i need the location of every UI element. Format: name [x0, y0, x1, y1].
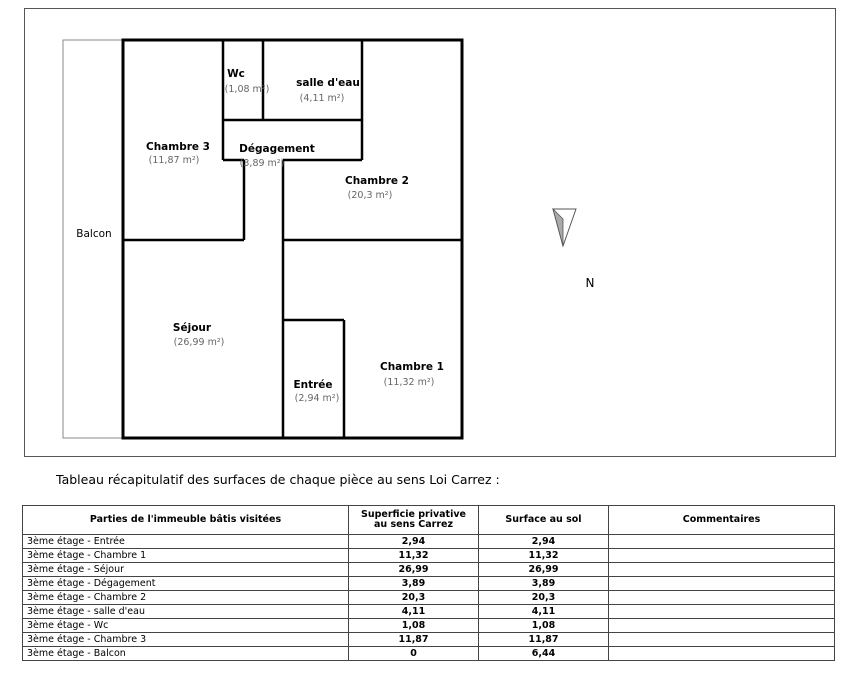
cell-sol: 11,32	[479, 549, 609, 563]
room-area-sejour: (26,99 m²)	[173, 337, 225, 348]
cell-partie: 3ème étage - salle d'eau	[23, 605, 349, 619]
cell-partie: 3ème étage - Balcon	[23, 647, 349, 661]
table-row	[23, 605, 835, 619]
cell-commentaire	[609, 563, 835, 577]
cell-carrez: 20,3	[349, 591, 479, 605]
table-caption: Tableau récapitulatif des surfaces de chaque pièce au sens Loi Carrez :	[56, 472, 500, 487]
table-row	[23, 577, 835, 591]
cell-partie: 3ème étage - Dégagement	[23, 577, 349, 591]
room-name-chambre-1: Chambre 1	[380, 361, 444, 373]
cell-partie: 3ème étage - Chambre 1	[23, 549, 349, 563]
cell-commentaire	[609, 633, 835, 647]
cell-carrez: 26,99	[349, 563, 479, 577]
cell-commentaire	[609, 549, 835, 563]
cell-carrez: 3,89	[349, 577, 479, 591]
table-row	[23, 535, 835, 549]
cell-partie: 3ème étage - Chambre 2	[23, 591, 349, 605]
room-area-chambre-2: (20,3 m²)	[347, 190, 393, 201]
cell-carrez: 11,32	[349, 549, 479, 563]
header-commentaires: Commentaires	[609, 506, 835, 535]
north-arrow-icon	[553, 209, 576, 246]
cell-sol: 20,3	[479, 591, 609, 605]
cell-carrez: 11,87	[349, 633, 479, 647]
cell-sol: 1,08	[479, 619, 609, 633]
table-row	[23, 633, 835, 647]
cell-sol: 11,87	[479, 633, 609, 647]
table-row	[23, 647, 835, 661]
room-name-wc: Wc	[227, 68, 245, 80]
room-name-sejour: Séjour	[172, 322, 212, 334]
header-superficie-carrez: Superficie privative au sens Carrez	[349, 506, 479, 535]
cell-commentaire	[609, 619, 835, 633]
cell-sol: 6,44	[479, 647, 609, 661]
room-name-chambre-2: Chambre 2	[345, 175, 409, 187]
cell-sol: 3,89	[479, 577, 609, 591]
cell-commentaire	[609, 591, 835, 605]
cell-carrez: 4,11	[349, 605, 479, 619]
room-area-chambre-1: (11,32 m²)	[383, 377, 435, 388]
table-row	[23, 591, 835, 605]
north-label: N	[585, 276, 595, 290]
room-area-wc: (1,08 m²)	[224, 84, 270, 95]
table-header-row	[23, 506, 835, 535]
cell-commentaire	[609, 577, 835, 591]
cell-commentaire	[609, 605, 835, 619]
header-surface-sol: Surface au sol	[479, 506, 609, 535]
cell-sol: 26,99	[479, 563, 609, 577]
cell-partie: 3ème étage - Chambre 3	[23, 633, 349, 647]
room-area-entree: (2,94 m²)	[294, 393, 340, 404]
room-name-degagement: Dégagement	[239, 143, 315, 155]
cell-partie: 3ème étage - Wc	[23, 619, 349, 633]
table-row	[23, 549, 835, 563]
cell-sol: 4,11	[479, 605, 609, 619]
room-area-salle-eau: (4,11 m²)	[299, 93, 345, 104]
cell-partie: 3ème étage - Séjour	[23, 563, 349, 577]
room-name-salle-eau: salle d'eau	[296, 77, 360, 89]
room-area-chambre-3: (11,87 m²)	[148, 155, 200, 166]
surface-table	[22, 505, 835, 661]
room-name-balcon: Balcon	[76, 228, 112, 240]
cell-carrez: 0	[349, 647, 479, 661]
room-area-degagement: (3,89 m²)	[239, 158, 285, 169]
cell-commentaire	[609, 647, 835, 661]
room-name-chambre-3: Chambre 3	[146, 141, 210, 153]
header-parties: Parties de l'immeuble bâtis visitées	[23, 506, 349, 535]
table-row	[23, 563, 835, 577]
room-name-entree: Entrée	[293, 379, 333, 391]
cell-sol: 2,94	[479, 535, 609, 549]
cell-commentaire	[609, 535, 835, 549]
cell-carrez: 2,94	[349, 535, 479, 549]
cell-carrez: 1,08	[349, 619, 479, 633]
cell-partie: 3ème étage - Entrée	[23, 535, 349, 549]
table-row	[23, 619, 835, 633]
